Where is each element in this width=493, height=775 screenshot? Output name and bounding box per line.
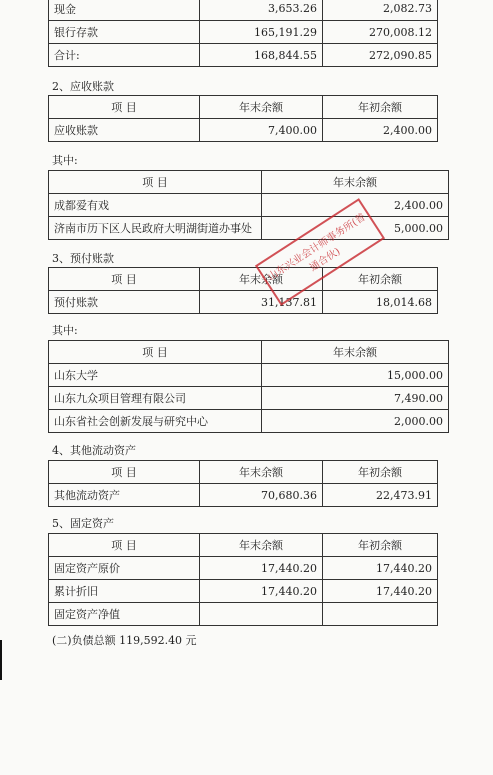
year-end-value: 7,490.00 [262,387,449,410]
table-header [49,171,449,194]
header-item: 项 目 [49,96,200,119]
year-end-value: 165,191.29 [200,21,323,44]
header-year-begin: 年初余额 [323,268,438,291]
prepayments-detail-table [48,340,449,433]
receivables-detail-table [48,170,449,240]
accounting-firm-stamp: 山东兴业会计师事务所(普通合伙) [255,198,385,306]
fixed-assets-table [48,533,438,626]
row-label: 其他流动资产 [49,484,200,507]
prepayments-detail-heading: 其中: [52,324,78,337]
year-end-value: 17,440.20 [200,580,323,603]
header-year-end: 年末余额 [200,534,323,557]
year-end-value: 168,844.55 [200,44,323,67]
table-row [49,387,449,410]
header-year-end: 年末余额 [200,96,323,119]
row-label: 预付账款 [49,291,200,314]
header-item: 项 目 [49,534,200,557]
year-end-value: 5,000.00 [262,217,449,240]
table-row [49,291,438,314]
header-item: 项 目 [49,341,262,364]
table-row [49,484,438,507]
row-label: 固定资产原价 [49,557,200,580]
table-row [49,410,449,433]
other-current-heading: 4、其他流动资产 [52,444,136,457]
header-year-end: 年末余额 [200,461,323,484]
table-row [49,21,438,44]
header-year-begin: 年初余额 [323,461,438,484]
receivables-heading: 2、应收账款 [52,80,114,93]
header-item: 项 目 [49,461,200,484]
receivables-detail-heading: 其中: [52,154,78,167]
table-row [49,364,449,387]
table-row [49,0,438,21]
year-begin-value [323,603,438,626]
table-row [49,580,438,603]
year-end-value: 17,440.20 [200,557,323,580]
year-begin-value: 22,473.91 [323,484,438,507]
prepayments-heading: 3、预付账款 [52,252,114,265]
year-begin-value: 2,400.00 [323,119,438,142]
header-item: 项 目 [49,268,200,291]
row-label: 累计折旧 [49,580,200,603]
header-year-end: 年末余额 [262,341,449,364]
header-year-begin: 年初余额 [323,534,438,557]
row-label: 银行存款 [49,21,200,44]
table-row [49,119,438,142]
other-current-table [48,460,438,507]
row-label: 合计: [49,44,200,67]
year-end-value: 31,137.81 [200,291,323,314]
row-label: 山东大学 [49,364,262,387]
row-label: 固定资产净值 [49,603,200,626]
row-label: 山东九众项目管理有限公司 [49,387,262,410]
cash-table [48,0,438,67]
row-label: 现金 [49,0,200,21]
year-end-value: 2,400.00 [262,194,449,217]
prepayments-table [48,267,438,314]
table-row [49,603,438,626]
header-year-end: 年末余额 [262,171,449,194]
receivables-table [48,95,438,142]
table-header [49,534,438,557]
table-header [49,461,438,484]
header-item: 项 目 [49,171,262,194]
year-begin-value: 2,082.73 [323,0,438,21]
header-year-end: 年末余额 [200,268,323,291]
table-row [49,194,449,217]
row-label: 济南市历下区人民政府大明湖街道办事处 [49,217,262,240]
row-label: 山东省社会创新发展与研究中心 [49,410,262,433]
year-end-value: 70,680.36 [200,484,323,507]
year-end-value: 7,400.00 [200,119,323,142]
row-label: 成都爱有戏 [49,194,262,217]
year-end-value: 3,653.26 [200,0,323,21]
fixed-assets-heading: 5、固定资产 [52,517,114,530]
year-begin-value: 18,014.68 [323,291,438,314]
table-header [49,96,438,119]
table-row [49,217,449,240]
year-begin-value: 270,008.12 [323,21,438,44]
table-header [49,341,449,364]
year-begin-value: 272,090.85 [323,44,438,67]
header-year-begin: 年初余额 [323,96,438,119]
scan-edge-mark [0,640,2,680]
year-begin-value: 17,440.20 [323,580,438,603]
year-end-value: 15,000.00 [262,364,449,387]
year-begin-value: 17,440.20 [323,557,438,580]
year-end-value [200,603,323,626]
year-end-value: 2,000.00 [262,410,449,433]
table-header [49,268,438,291]
table-row [49,557,438,580]
table-row [49,44,438,67]
total-liabilities-text: (二)负债总额 119,592.40 元 [52,634,197,647]
row-label: 应收账款 [49,119,200,142]
